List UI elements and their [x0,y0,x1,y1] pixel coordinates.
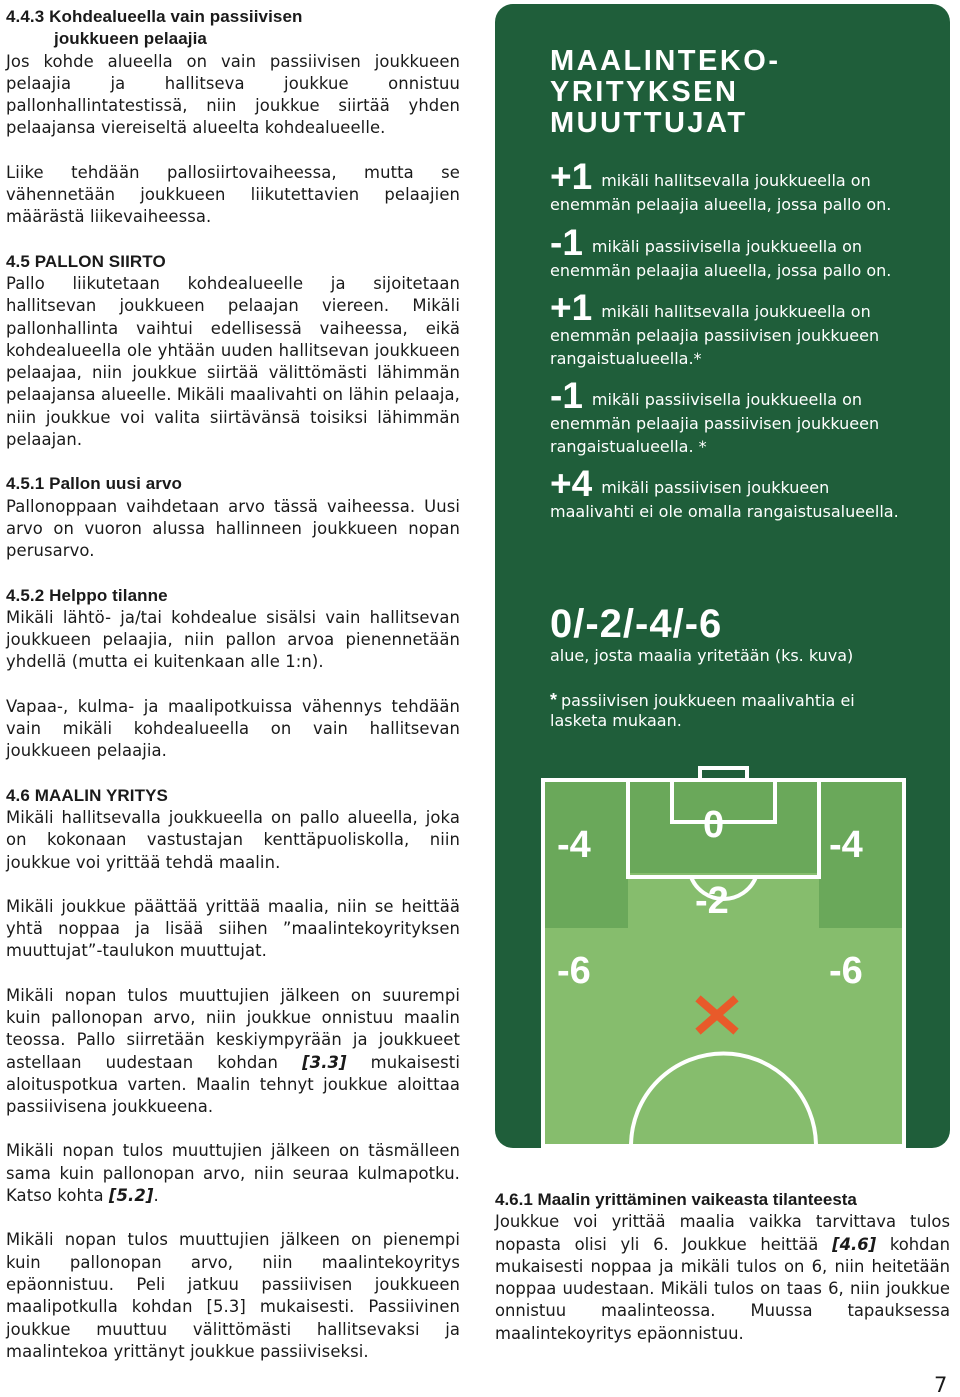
section-reference: [3.3] [302,1052,347,1072]
section-443-heading-line1: 4.4.3 Kohdealueella vain passiivisen [6,7,303,26]
section-443-heading [6,6,460,51]
section-45-heading: 4.5 PALLON SIIRTO [6,251,166,271]
modifier-item [550,221,910,283]
panel-title-line3: MUUTTUJAT [550,107,748,139]
modifier-item [550,287,910,370]
zone-label-minus4-left: -4 [557,824,591,866]
section-46-paragraph-2: Mikäli joukkue päättää yrittää maalia, niin se heittää yhtä noppaa ja lisää siihen ”maalintekoyrityksen muuttujat”-taulukon muuttujat. [6,896,460,961]
section-46-paragraph-3-text-a: Mikäli nopan tulos muuttujien jälkeen on suurempi kuin pallonopan arvo, niin joukkue onnistuu maalin teossa. Pallo siirretään keskiympyrään ja joukkueet astellaan uudestaan kohdan [6,985,460,1072]
section-443-heading-line2: joukkueen pelaajia [54,29,207,49]
section-46-paragraph-5: Mikäli nopan tulos muuttujien jälkeen on pienempi kuin pallonopan arvo, niin maalintekoyritys epäonnistuu. Peli jatkuu passiivisen joukkueen maalipotkulla kohdan [5.3] mukaisesti. Passiivinen joukkue muuttuu välittömästi hallitsevaksi ja maalintekoa yrittänyt joukkue passiiviseksi. [6,1230,460,1361]
section-443-paragraph-1: Jos kohde alueella on vain passiivisen joukkueen pelaajia ja hallitseva joukkue onnistuu pallonhallintatestissä, niin joukkue siirtää yhden pelaajansa viereiseltä alueelta kohdealueelle. [6,51,460,138]
modifier-text: mikäli hallitsevalla joukkueella on enemmän pelaajia passiivisen joukkueen rangaistualueella.* [550,302,880,368]
zone-label-minus4-right: -4 [829,824,863,866]
panel-title [550,46,780,139]
modifier-value: +4 [550,463,593,504]
asterisk: * [550,690,558,710]
modifier-value: -1 [550,221,583,263]
section-46-paragraph-4-text-a: Mikäli nopan tulos muuttujien jälkeen on täsmälleen sama kuin pallonopan arvo, niin seuraa kulmapotku. Katso kohta [6,1141,460,1206]
modifier-item [550,156,910,217]
section-46-paragraph-3 [6,985,460,1119]
panel-title-line2: YRITYKSEN [550,76,739,108]
modifier-item [550,463,910,524]
goal [700,768,747,780]
section-reference: [4.6] [832,1234,877,1254]
section-452-paragraph-1: Mikäli lähtö- ja/tai kohdealue sisälsi vain hallitsevan joukkueen pelaajia, niin pallon arvoa pienennetään yhdellä (mutta ei kuitenkaan alle 1:n). [6,607,460,672]
modifier-item [550,375,910,458]
section-461-text-b: kohdan mukaisesti noppaa ja mikäli tulos on 6, niin heitetään noppaa uudestaan. Mikäli tulos on taas 6, niin joukkue onnistuu maalinteossa. Muussa tapauksessa maalintekoyritys epäonnistuu. [495,1234,950,1343]
modifier-list [550,156,910,533]
zone-label-0: 0 [703,804,725,846]
goalkeeper-note [550,690,910,731]
modifier-text: mikäli passiivisella joukkueella on enemmän pelaajia alueella, jossa pallo on. [550,236,892,280]
section-46-paragraph-3-text-b: mukaisesti aloituspotkua varten. Maalin tehnyt joukkue aloittaa passiivisena joukkueena. [6,1052,460,1117]
modifier-value: +1 [550,156,593,197]
zone-label-minus6-left: -6 [557,950,591,992]
section-451-paragraph: Pallonoppaan vaihdetaan arvo tässä vaiheessa. Uusi arvo on vuoron alussa hallinneen joukkueen nopan perusarvo. [6,496,460,561]
section-461-heading: 4.6.1 Maalin yrittäminen vaikeasta tilanteesta [495,1190,857,1209]
modifier-value: -1 [550,375,583,416]
modifier-text: mikäli passiivisen joukkueen maalivahti ei ole omalla rangaistusalueella. [550,478,899,521]
section-452-paragraph-2: Vapaa-, kulma- ja maalipotkuissa vähennys tehdään vain mikäli kohdealueella on vain hallitsevan joukkueen pelaajia. [6,696,460,761]
pitch-diagram [541,766,906,1148]
left-column [6,6,460,1363]
section-46-paragraph-4-text-b: . [153,1186,159,1206]
zone-label-minus6-right: -6 [829,950,863,992]
section-46-paragraph-4 [6,1140,460,1207]
modifier-text: mikäli hallitsevalla joukkueella on enemmän pelaajia alueella, jossa pallo on. [550,171,892,214]
section-461-text-a: Joukkue voi yrittää maalia vaikka tarvittava tulos nopasta olisi yli 6. Joukkue heittää [495,1212,950,1254]
section-reference: [5.2] [108,1186,154,1206]
panel-title-line1: MAALINTEKO- [550,45,781,77]
page-number: 7 [934,1373,948,1397]
goalkeeper-note-text: passiivisen joukkueen maalivahtia ei lasketa mukaan. [550,691,855,730]
section-461-paragraph [495,1211,950,1345]
zone-label-minus2: -2 [695,880,729,922]
zone-description: alue, josta maalia yritetään (ks. kuva) [550,646,854,665]
section-443-paragraph-2: Liike tehdään pallosiirtovaiheessa, mutta se vähennetään joukkueen liikutettavien pelaajien määrästä liikevaiheessa. [6,162,460,227]
modifier-value: +1 [550,287,593,328]
section-46-paragraph-1: Mikäli hallitsevalla joukkueella on pallo alueella, joka on kokonaan vastustajan kenttäpuoliskolla, niin joukkue voi yrittää tehdä maalin. [6,807,460,872]
goal-attempt-modifiers-panel [495,4,950,1148]
zone-values: 0/-2/-4/-6 [550,602,723,646]
section-45-paragraph: Pallo liikutetaan kohdealueelle ja sijoitetaan hallitsevan joukkueen pelaajan viereen. Mikäli pallonhallinta vaihtui edellisessä vaiheessa, eikä kohdealueella ole yhtään uuden hallitsevan joukkueen pelaajaa, niin joukkue siirtää välittömästi lähimmän pelaajansa alueelle. Mikäli maalivahti on lähin pelaaja, niin joukkue voi valita siirtävänsä toisiksi lähimmän pelaajan. [6,273,460,450]
section-46-heading: 4.6 MAALIN YRITYS [6,785,168,805]
modifier-text: mikäli passiivisella joukkueella on enemmän pelaajia passiivisen joukkueen rangaistualueella. * [550,390,880,456]
section-452-heading: 4.5.2 Helppo tilanne [6,585,168,605]
section-451-heading: 4.5.1 Pallon uusi arvo [6,474,183,494]
section-461 [495,1189,950,1345]
